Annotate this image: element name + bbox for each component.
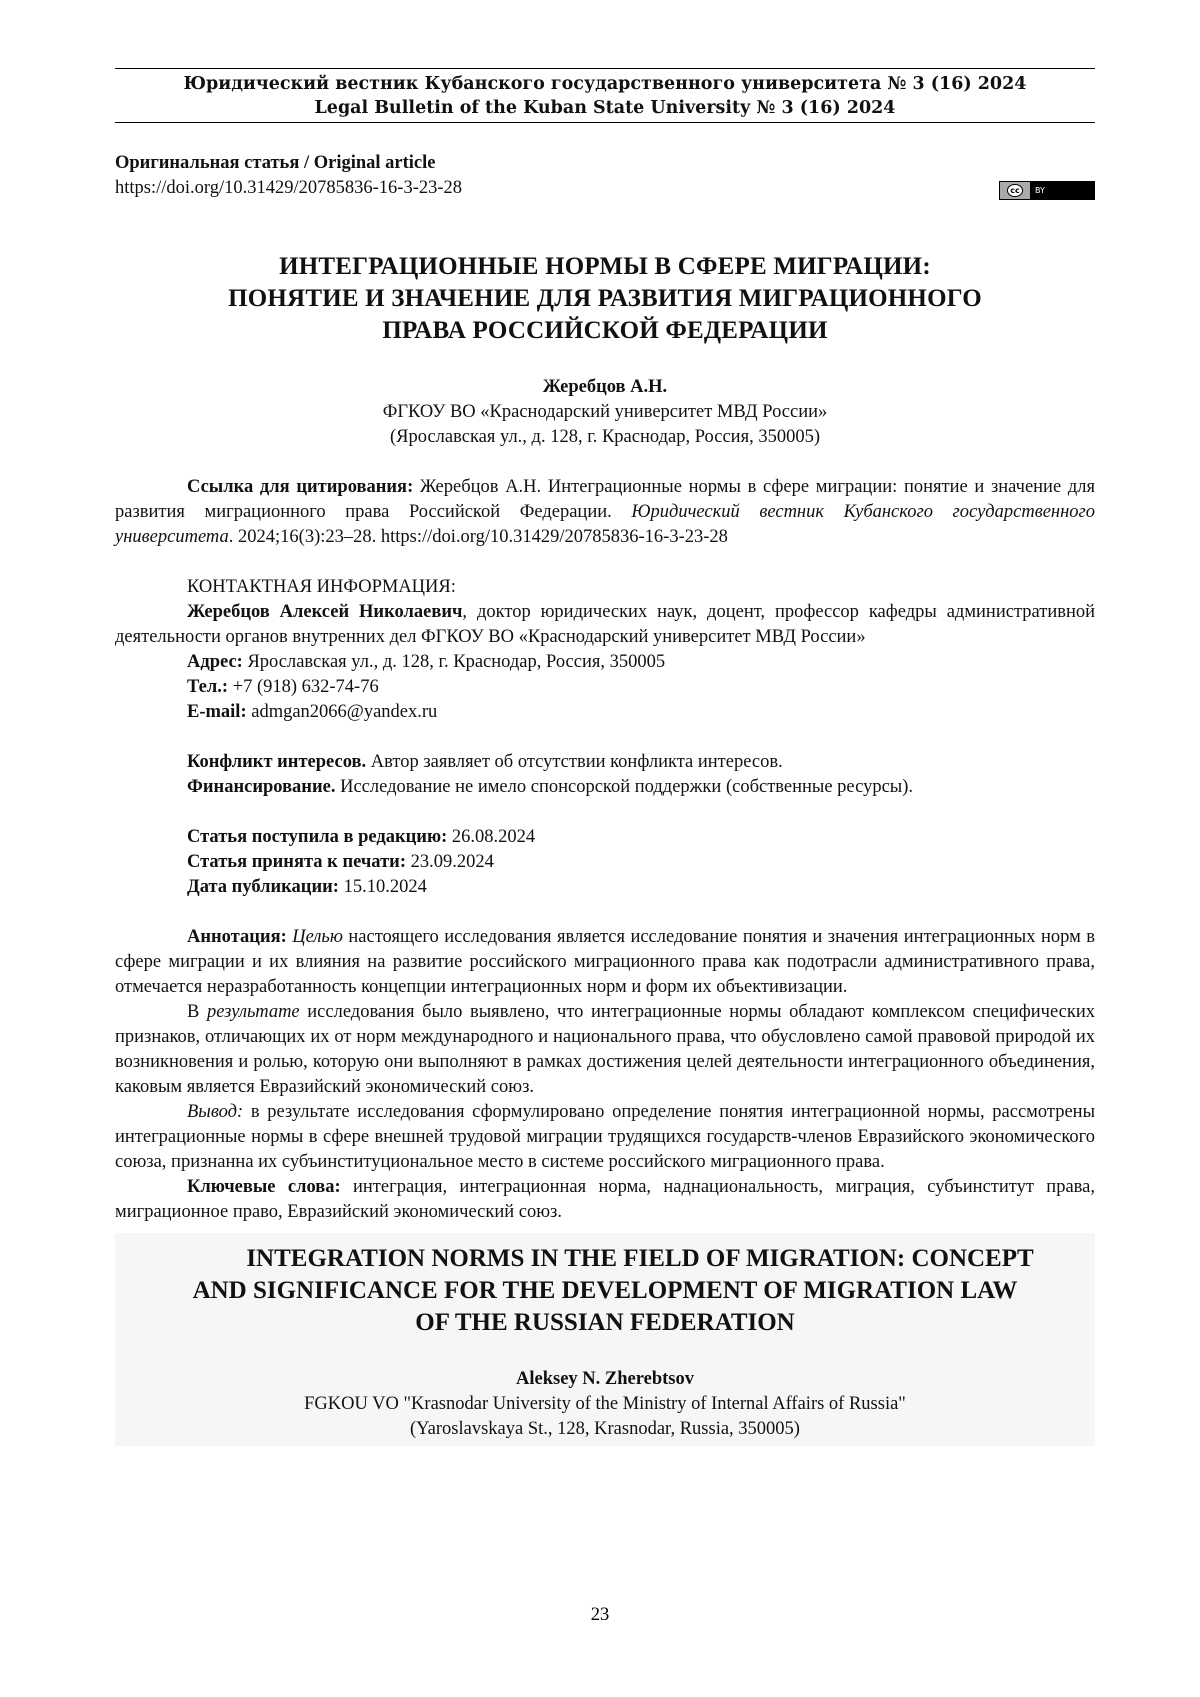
author-block-en [115,1367,1095,1442]
contact-info [115,575,1095,725]
citation: Ссылка для цитирования: Жеребцов А.Н. Интеграционные нормы в сфере миграции: понятие и значение для развития миграционного права Российской Федерации. Юридический вестник Кубанского государственного университета. 2024;16(3):23–28. https://doi.org/10.31429/20785836-16-3-23-28 [115,477,1096,547]
page-number: 23 [590,1605,610,1625]
journal-title-en: Legal Bulletin of the Kuban State University № 3 (16) 2024 [314,98,896,118]
doi-link[interactable]: https://doi.org/10.31429/20785836-16-3-23-28 [115,178,463,198]
author-affiliation-ru: ФГКОУ ВО «Краснодарский университет МВД России» [382,402,828,422]
author-name-ru: Жеребцов А.Н. [542,377,668,397]
article-dates [115,825,1095,900]
article-title-en: INTEGRATION NORMS IN THE FIELD OF MIGRATION: CONCEPT AND SIGNIFICANCE FOR THE DEVELOPMENT OF MIGRATION LAW OF THE RUSSIAN FEDERATION [192,1245,1034,1336]
article-title-ru: ИНТЕГРАЦИОННЫЕ НОРМЫ В СФЕРЕ МИГРАЦИИ: ПОНЯТИЕ И ЗНАЧЕНИЕ ДЛЯ РАЗВИТИЯ МИГРАЦИОННОГО ПРАВА РОССИЙСКОЙ ФЕДЕРАЦИИ [228,253,982,344]
cc-by-license-badge[interactable] [999,181,1095,200]
date-received: Статья поступила в редакцию: 26.08.2024 [187,827,536,847]
abstract-aim: Аннотация: Целью настоящего исследования является исследование понятия и значения интеграционных норм в сфере миграции и их влияния на развитие российского миграционного права как подотрасли административного права, отмечается неразработанность концепции интеграционных норм и форм их объективизации. [115,927,1096,997]
journal-header [115,68,1095,123]
author-name-en: Aleksey N. Zherebtsov [516,1369,694,1389]
contact-address: Адрес: Ярославская ул., д. 128, г. Краснодар, Россия, 350005 [187,652,666,672]
funding: Финансирование. Исследование не имело спонсорской поддержки (собственные ресурсы). [187,777,913,797]
author-address-en: (Yaroslavskaya St., 128, Krasnodar, Russia, 350005) [410,1419,800,1439]
author-address-ru: (Ярославская ул., д. 128, г. Краснодар, Россия, 350005) [390,427,820,447]
contact-heading: КОНТАКТНАЯ ИНФОРМАЦИЯ: [187,577,456,597]
conflict-of-interest: Конфликт интересов. Автор заявляет об отсутствии конфликта интересов. [187,752,783,772]
author-affiliation-en: FGKOU VO "Krasnodar University of the Ministry of Internal Affairs of Russia" [304,1394,906,1414]
contact-phone: Тел.: +7 (918) 632-74-76 [187,677,379,697]
abstract-conclusion: Вывод: в результате исследования сформулировано определение понятия интеграционной нормы, рассмотрены интеграционные нормы в сфере внешней трудовой миграции трудящихся государств-членов Евразийского экономического союза, признанна их субъинституциональное место в системе российского миграционного права. [115,1102,1095,1172]
keywords: Ключевые слова: интеграция, интеграционная норма, наднациональность, миграция, субъинститут права, миграционное право, Евразийский экономический союз. [115,1177,1095,1222]
date-published: Дата публикации: 15.10.2024 [187,877,427,897]
article-page [115,68,1095,1446]
abstract [115,925,1095,1225]
journal-title-ru: Юридический вестник Кубанского государственного университета № 3 (16) 2024 [183,74,1027,94]
cc-icon: cc [1000,182,1031,199]
author-block-ru [115,375,1095,450]
article-type: Оригинальная статья / Original article [115,153,436,173]
contact-person: Жеребцов Алексей Николаевич, доктор юридических наук, доцент, профессор кафедры административной деятельности органов внутренних дел ФГКОУ ВО «Краснодарский университет МВД России» [115,602,1096,647]
english-section [115,1233,1095,1446]
disclosures [115,750,1095,800]
abstract-results: В результате исследования было выявлено, что интеграционные нормы обладают комплексом специфических признаков, отличающих их от норм международного и национального права, что обусловлено самой правовой природой их возникновения и ролью, которую они выполняют в рамках достижения целей деятельности интеграционного объединения, каковым является Евразийский экономический союз. [115,1002,1095,1097]
date-accepted: Статья принята к печати: 23.09.2024 [187,852,494,872]
contact-email: E-mail: admgan2066@yandex.ru [187,702,438,722]
article-meta [115,151,1095,201]
by-icon: BY [1031,182,1094,199]
